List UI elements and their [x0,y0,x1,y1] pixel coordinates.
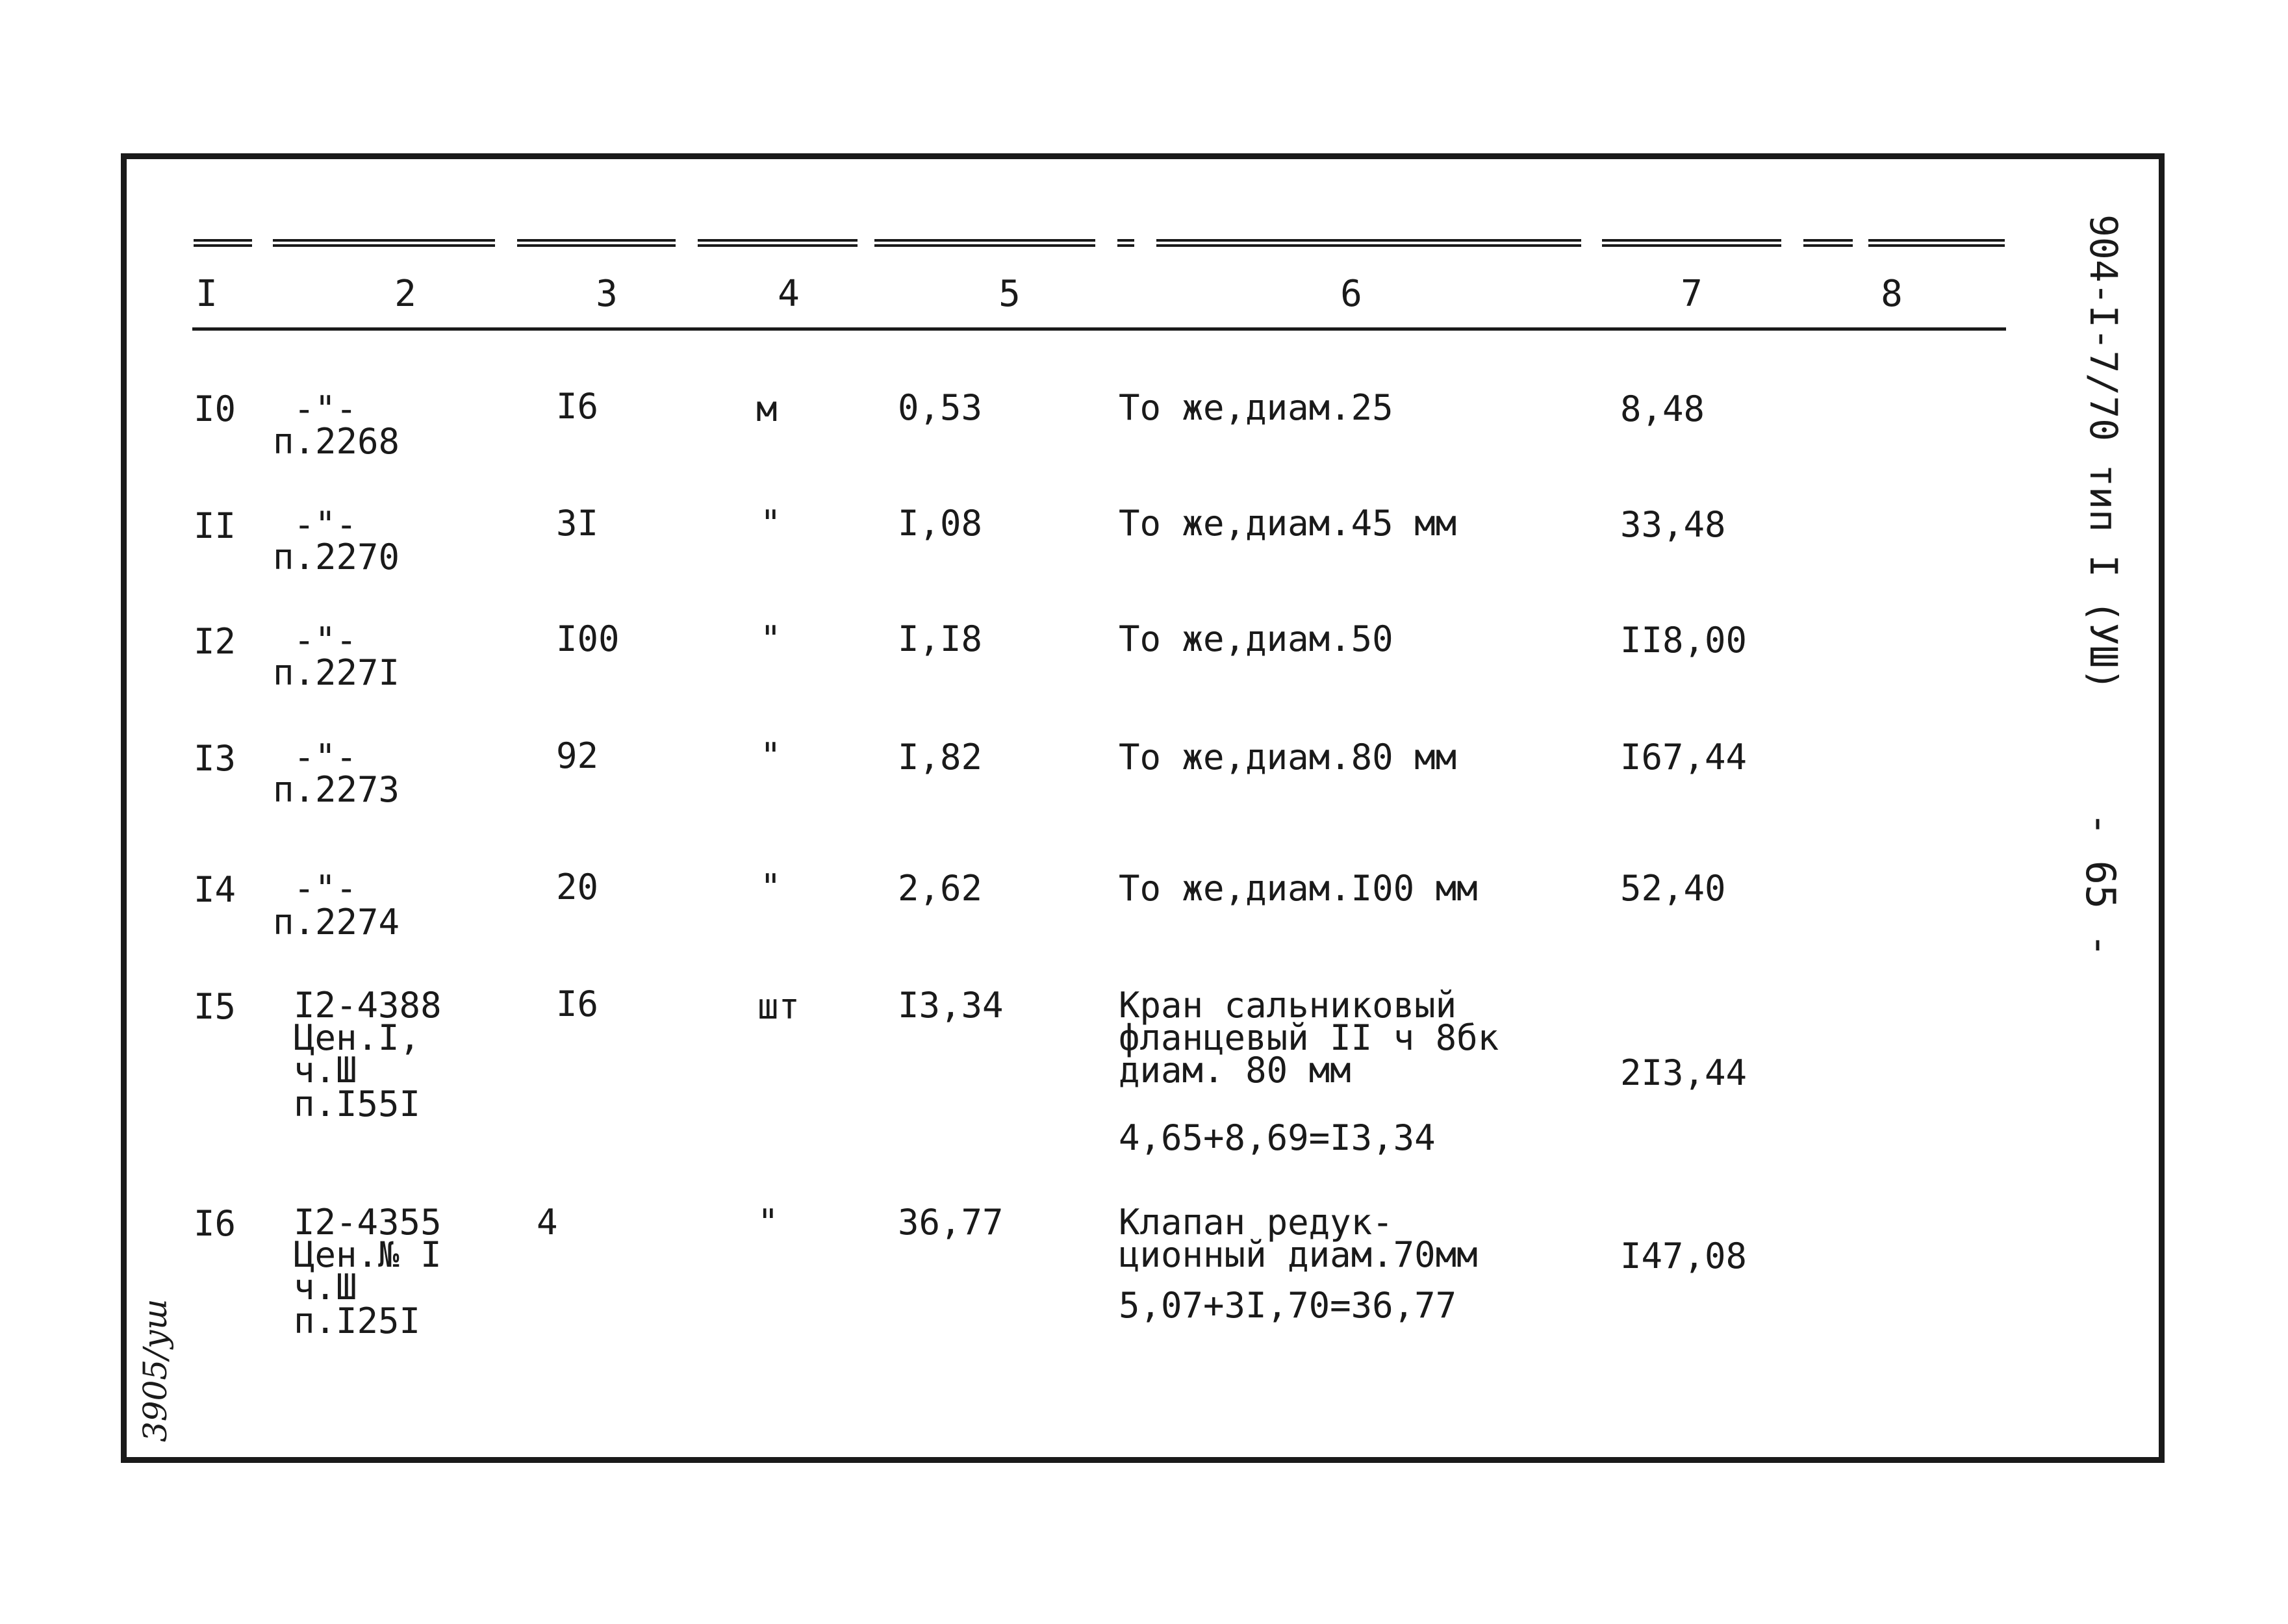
row-ref-line: п.I55I [294,1084,421,1124]
col-header-7: 7 [1681,273,1703,315]
row-calc: 5,07+3I,70=36,77 [1119,1285,1457,1326]
col-header-6: 6 [1340,273,1362,315]
row-desc-line: То же,диам.I00 мм [1119,868,1478,909]
row-ref-line: п.227I [273,652,400,693]
row-number: I4 [194,869,236,910]
row-ref-line: п.2268 [273,421,400,462]
row-ref-line: -"- [294,620,357,661]
row-price: 36,77 [898,1202,1004,1243]
row-total: 33,48 [1620,504,1726,545]
row-ref-line: -"- [294,868,357,909]
row-ref-line: I2-4388 [294,985,442,1026]
row-total: I47,08 [1620,1236,1748,1276]
col-header-5: 5 [998,273,1021,315]
row-desc-line: То же,диам.25 [1119,387,1393,428]
row-number: I3 [194,738,236,779]
row-ref-line: -"- [294,388,357,429]
row-price: I,I8 [898,618,983,659]
header-dash-6 [1117,239,1134,247]
row-price: I3,34 [898,985,1004,1026]
row-ref-line: ч.Ш [294,1267,357,1308]
header-dash-8 [1602,239,1781,247]
row-desc-line: То же,диам.45 мм [1119,503,1457,544]
row-ref-line: п.2270 [273,537,400,577]
row-price: I,08 [898,503,983,544]
row-price: I,82 [898,737,983,778]
row-unit: " [760,735,782,776]
row-ref-line: Цен.№ I [294,1234,442,1275]
row-qty: 3I [556,503,599,544]
row-ref-line: п.2274 [273,902,400,943]
row-unit: " [760,503,782,544]
archive-stamp: 3905/уш [136,1299,174,1442]
row-desc-line: ционный диам.70мм [1119,1234,1478,1275]
row-number: II [194,505,236,546]
row-desc-line: Кран сальниковый [1119,985,1457,1026]
row-number: I2 [194,621,236,662]
row-desc-line: То же,диам.80 мм [1119,737,1457,778]
row-unit: м [756,388,778,429]
row-unit: " [760,618,782,659]
row-qty: I00 [556,618,620,659]
row-qty: I6 [556,983,599,1024]
row-ref-line: п.I25I [294,1300,421,1341]
document-code: 904-I-7/70 тип I (УШ) [2081,214,2126,691]
row-price: 0,53 [898,387,983,428]
header-dash-1 [194,239,252,247]
row-number: I6 [194,1203,236,1244]
header-dash-9 [1803,239,1853,247]
row-number: I0 [194,388,236,429]
row-ref-line: I2-4355 [294,1202,442,1243]
row-unit: " [757,1202,779,1243]
row-qty: I6 [556,386,599,427]
col-header-2: 2 [394,273,416,315]
header-dash-2 [273,239,495,247]
col-header-8: 8 [1881,273,1903,315]
row-total: I67,44 [1620,737,1748,778]
row-desc-line: диам. 80 мм [1119,1050,1351,1091]
row-number: I5 [194,986,236,1027]
header-dash-10 [1868,239,2005,247]
row-ref-line: Цен.I, [294,1017,421,1058]
header-dash-4 [698,239,858,247]
row-ref-line: -"- [294,504,357,545]
col-header-4: 4 [778,273,800,315]
row-unit: шт [757,986,800,1027]
row-calc: 4,65+8,69=I3,34 [1119,1117,1436,1158]
row-ref-line: п.2273 [273,769,400,810]
row-unit: " [760,867,782,907]
col-header-3: 3 [596,273,618,315]
row-total: 52,40 [1620,868,1726,909]
row-ref-line: ч.Ш [294,1050,357,1091]
header-dash-5 [874,239,1095,247]
row-total: 2I3,44 [1620,1052,1748,1093]
col-header-1: I [196,273,218,315]
row-price: 2,62 [898,868,983,909]
row-total: II8,00 [1620,620,1748,661]
row-desc-line: То же,диам.50 [1119,618,1393,659]
row-desc-line: Клапан редук- [1119,1202,1393,1243]
row-ref-line: -"- [294,737,357,778]
row-desc-line: фланцевый II ч 8бк [1119,1017,1499,1058]
row-qty: 20 [556,867,599,907]
row-qty: 4 [537,1202,558,1243]
header-dash-3 [517,239,676,247]
page-number: - 65 - [2077,812,2124,958]
row-qty: 92 [556,735,599,776]
header-underline [192,327,2006,331]
header-dash-7 [1156,239,1581,247]
row-total: 8,48 [1620,388,1705,429]
